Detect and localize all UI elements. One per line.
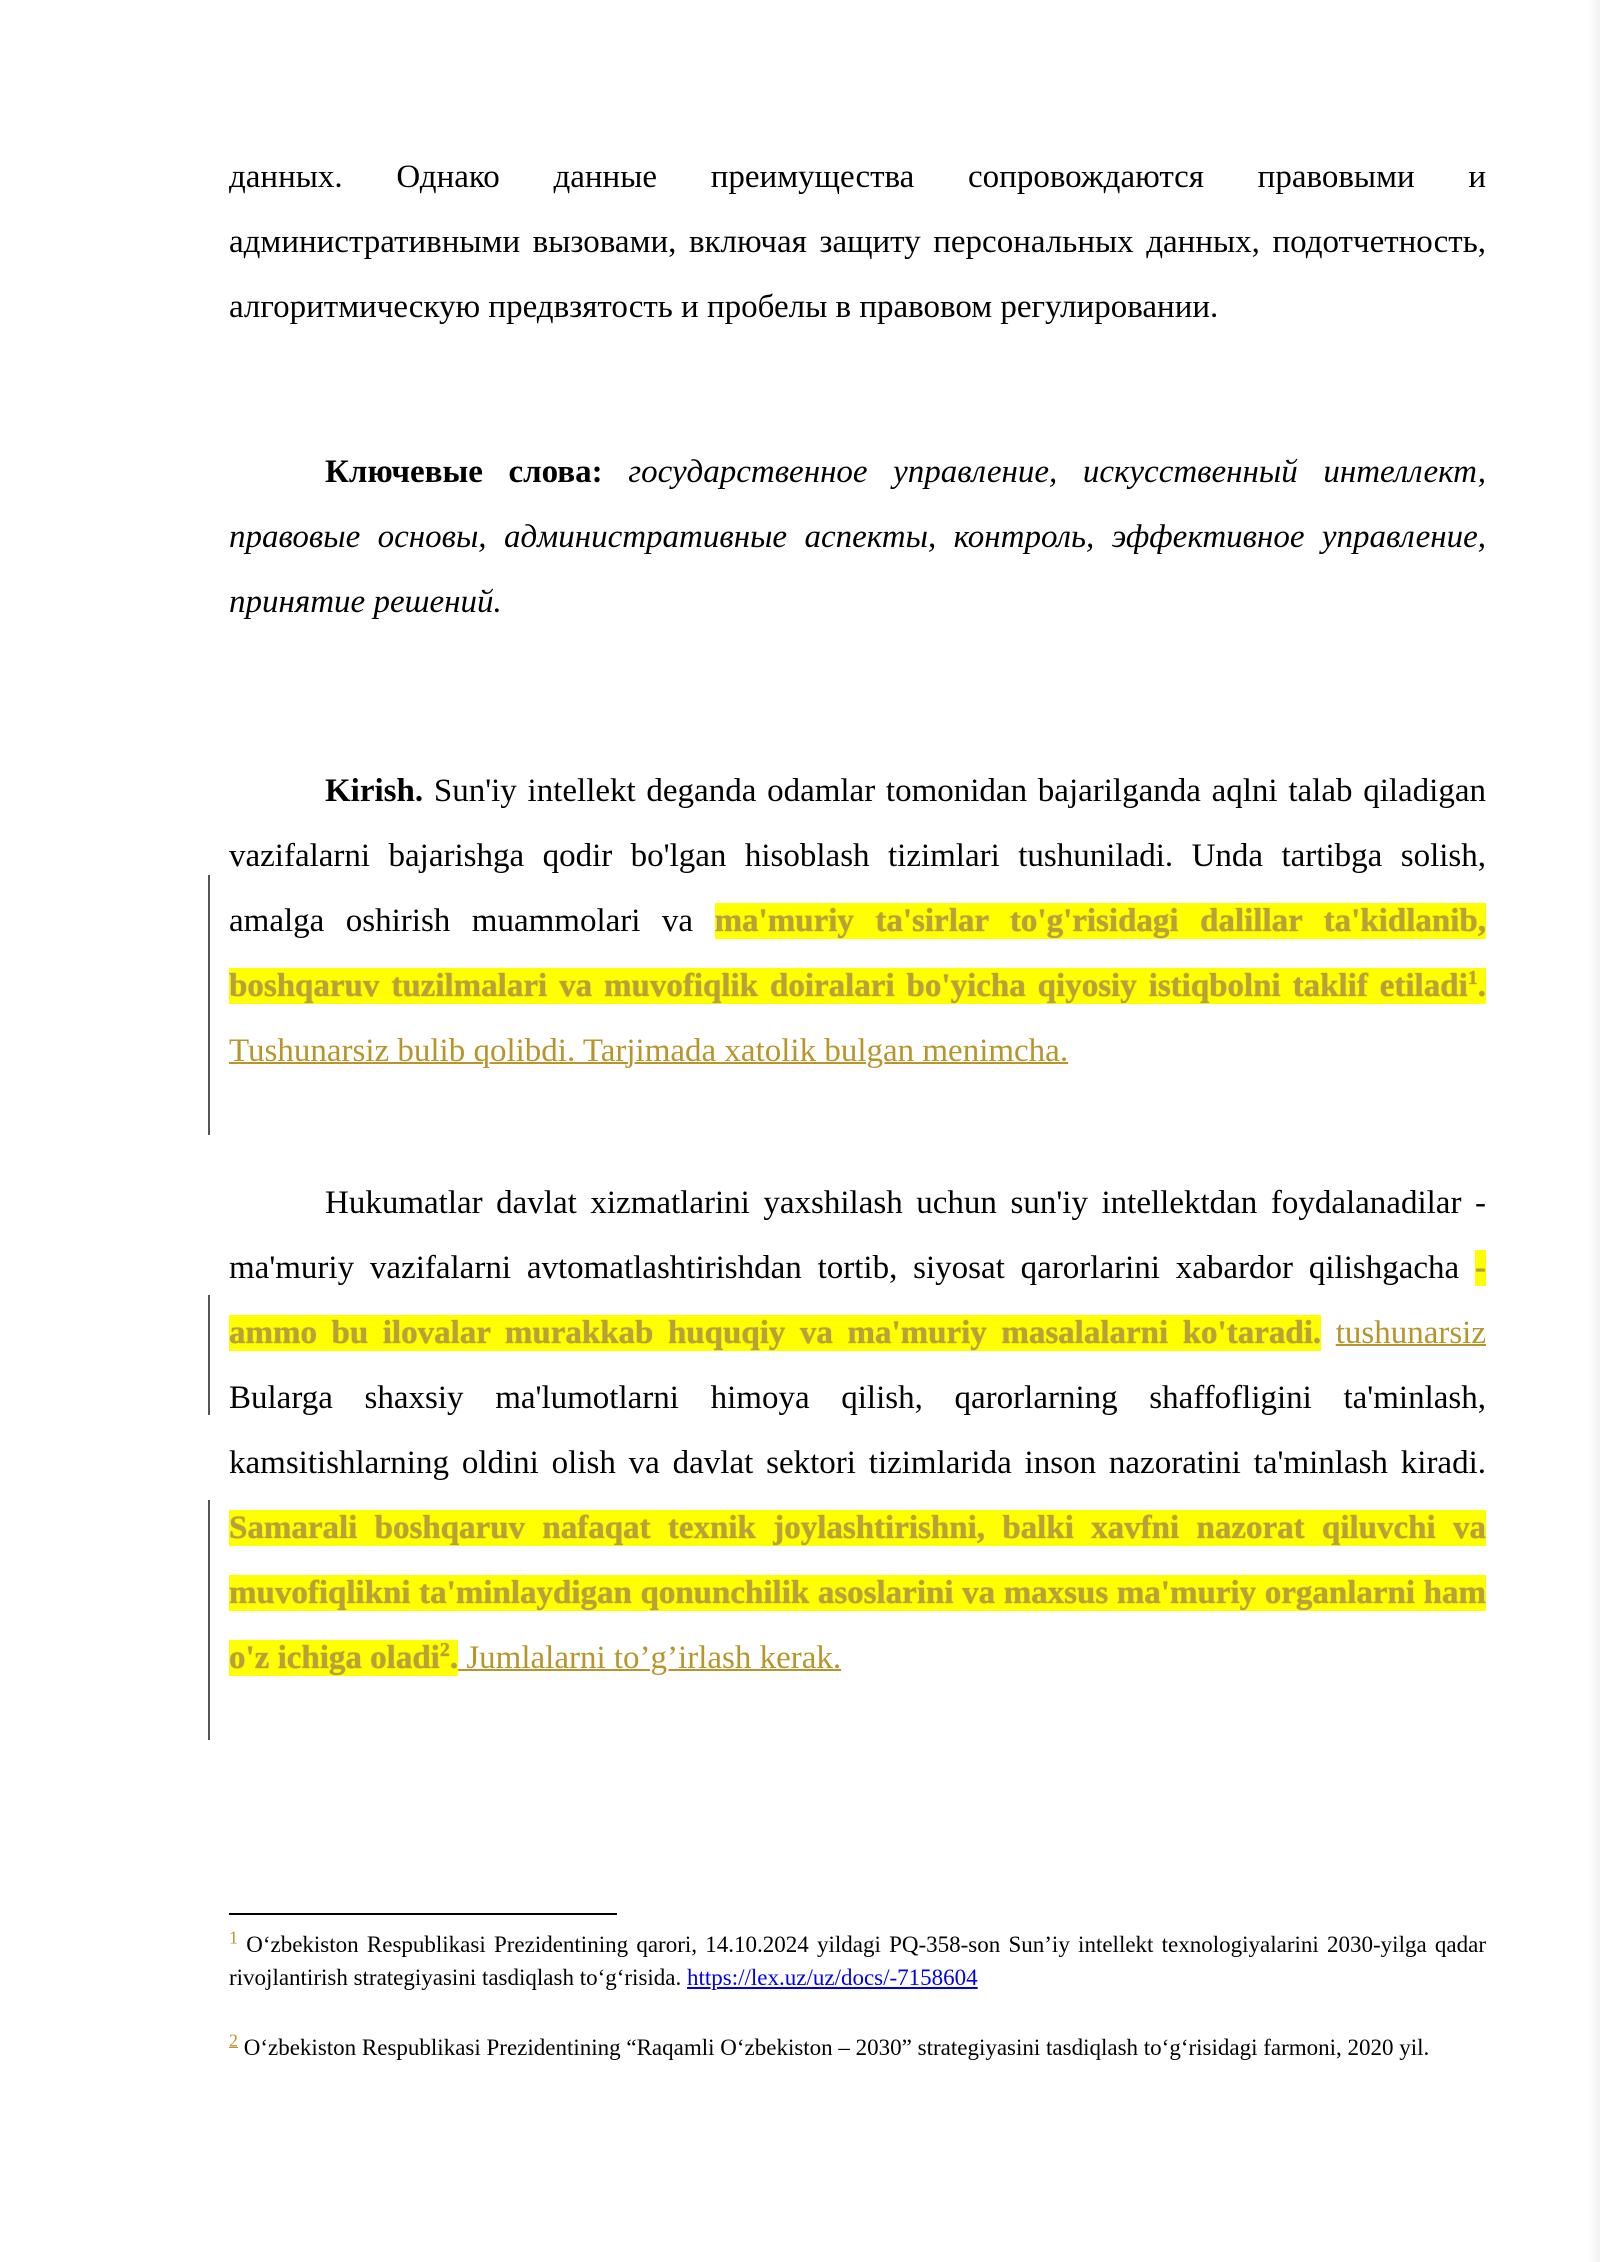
intro-paragraph bbox=[229, 759, 1486, 1084]
footnote-text: O‘zbekiston Respublikasi Prezidentining qarori, 14.10.2024 yildagi PQ-358-son Sun’iy intellekt texnologiyalarini 2030-yilga qadar rivojlantirish strategiyasini tasdiqlash to‘g‘risida. bbox=[229, 1932, 1486, 1990]
tracked-comment[interactable]: Tushunarsiz bulib qolibdi. Tarjimada xatolik bulgan menimcha. bbox=[229, 1033, 1069, 1069]
intro-heading: Kirish. bbox=[325, 773, 424, 809]
highlighted-text[interactable] bbox=[229, 1510, 1486, 1676]
tracked-comment[interactable]: tushunarsiz bbox=[1335, 1315, 1486, 1351]
footnote-link[interactable]: https://lex.uz/uz/docs/-7158604 bbox=[687, 1965, 978, 1990]
highlight-end: . bbox=[1477, 968, 1486, 1004]
footnote-2 bbox=[229, 2024, 1486, 2072]
para2-text1: Hukumatlar davlat xizmatlarini yaxshilash uchun sun'iy intellektdan foydalanadilar - ma'muriy vazifalarni avtomatlashtirishdan tortib, siyosat qarorlarini xabardor qilishgacha bbox=[229, 1185, 1486, 1286]
abstract-text: данных. Однако данные преимущества сопровождаются правовыми и административными вызовами, включая защиту персональных данных, подотчетность, алгоритмическую предвзятость и пробелы в правовом регулировании. bbox=[229, 159, 1486, 325]
footnote-separator bbox=[229, 1913, 617, 1915]
keywords-paragraph bbox=[229, 440, 1486, 635]
intro-text: Sun'iy intellekt deganda odamlar tomonidan bajarilganda aqlni talab qiladigan vazifalarni bajarishga qodir bo'lgan hisoblash tizimlari tushuniladi. Unda tartibga solish, amalga oshirish muammolari va bbox=[229, 773, 1486, 939]
footnote-ref-2[interactable]: 2 bbox=[439, 1639, 450, 1661]
footnote-1 bbox=[229, 1928, 1486, 1994]
tracked-comment[interactable]: Jumlalarni to’g’irlash kerak. bbox=[458, 1640, 842, 1676]
footnote-number: 2 bbox=[229, 2030, 238, 2051]
keywords-text: государственное управление, искусственный интеллект, правовые основы, административные аспекты, контроль, эффективное управление, принятие решений. bbox=[229, 454, 1487, 620]
highlighted-text[interactable]: - ammo bu ilovalar murakkab huquqiy va ma'muriy masalalarni ko'taradi. bbox=[229, 1250, 1487, 1351]
change-bar bbox=[208, 1500, 210, 1740]
highlight-end: . bbox=[449, 1640, 459, 1676]
keywords-label: Ключевые слова: bbox=[325, 454, 603, 490]
footnote-number: 1 bbox=[229, 1927, 238, 1948]
abstract-paragraph bbox=[229, 145, 1486, 340]
highlight-content: Samarali boshqaruv nafaqat texnik joylashtirishni, balki xavfni nazorat qiluvchi va muvofiqlikni ta'minlaydigan qonunchilik asoslarini va maxsus ma'muriy organlarni ham o'z ichiga oladi bbox=[229, 1510, 1486, 1676]
paragraph-2 bbox=[229, 1171, 1486, 1691]
change-bar bbox=[208, 875, 210, 1135]
para2-text2: Bularga shaxsiy ma'lumotlarni himoya qilish, qarorlarning shaffofligini ta'minlash, kamsitishlarning oldini olish va davlat sektori tizimlarida inson nazoratini ta'minlash kiradi. bbox=[229, 1380, 1486, 1481]
footnote-text: O‘zbekiston Respublikasi Prezidentining “Raqamli O‘zbekiston – 2030” strategiyasini tasdiqlash to‘g‘risidagi farmoni, 2020 yil. bbox=[238, 2035, 1430, 2060]
change-bar bbox=[208, 1295, 210, 1415]
page-edge-shadow bbox=[1588, 0, 1600, 2262]
highlight-content: ma'muriy ta'sirlar to'g'risidagi dalillar ta'kidlanib, boshqaruv tuzilmalari va muvofiqlik doiralari bo'yicha qiyosiy istiqbolni taklif etiladi bbox=[229, 903, 1486, 1004]
footnote-ref-1[interactable]: 1 bbox=[1467, 967, 1478, 989]
